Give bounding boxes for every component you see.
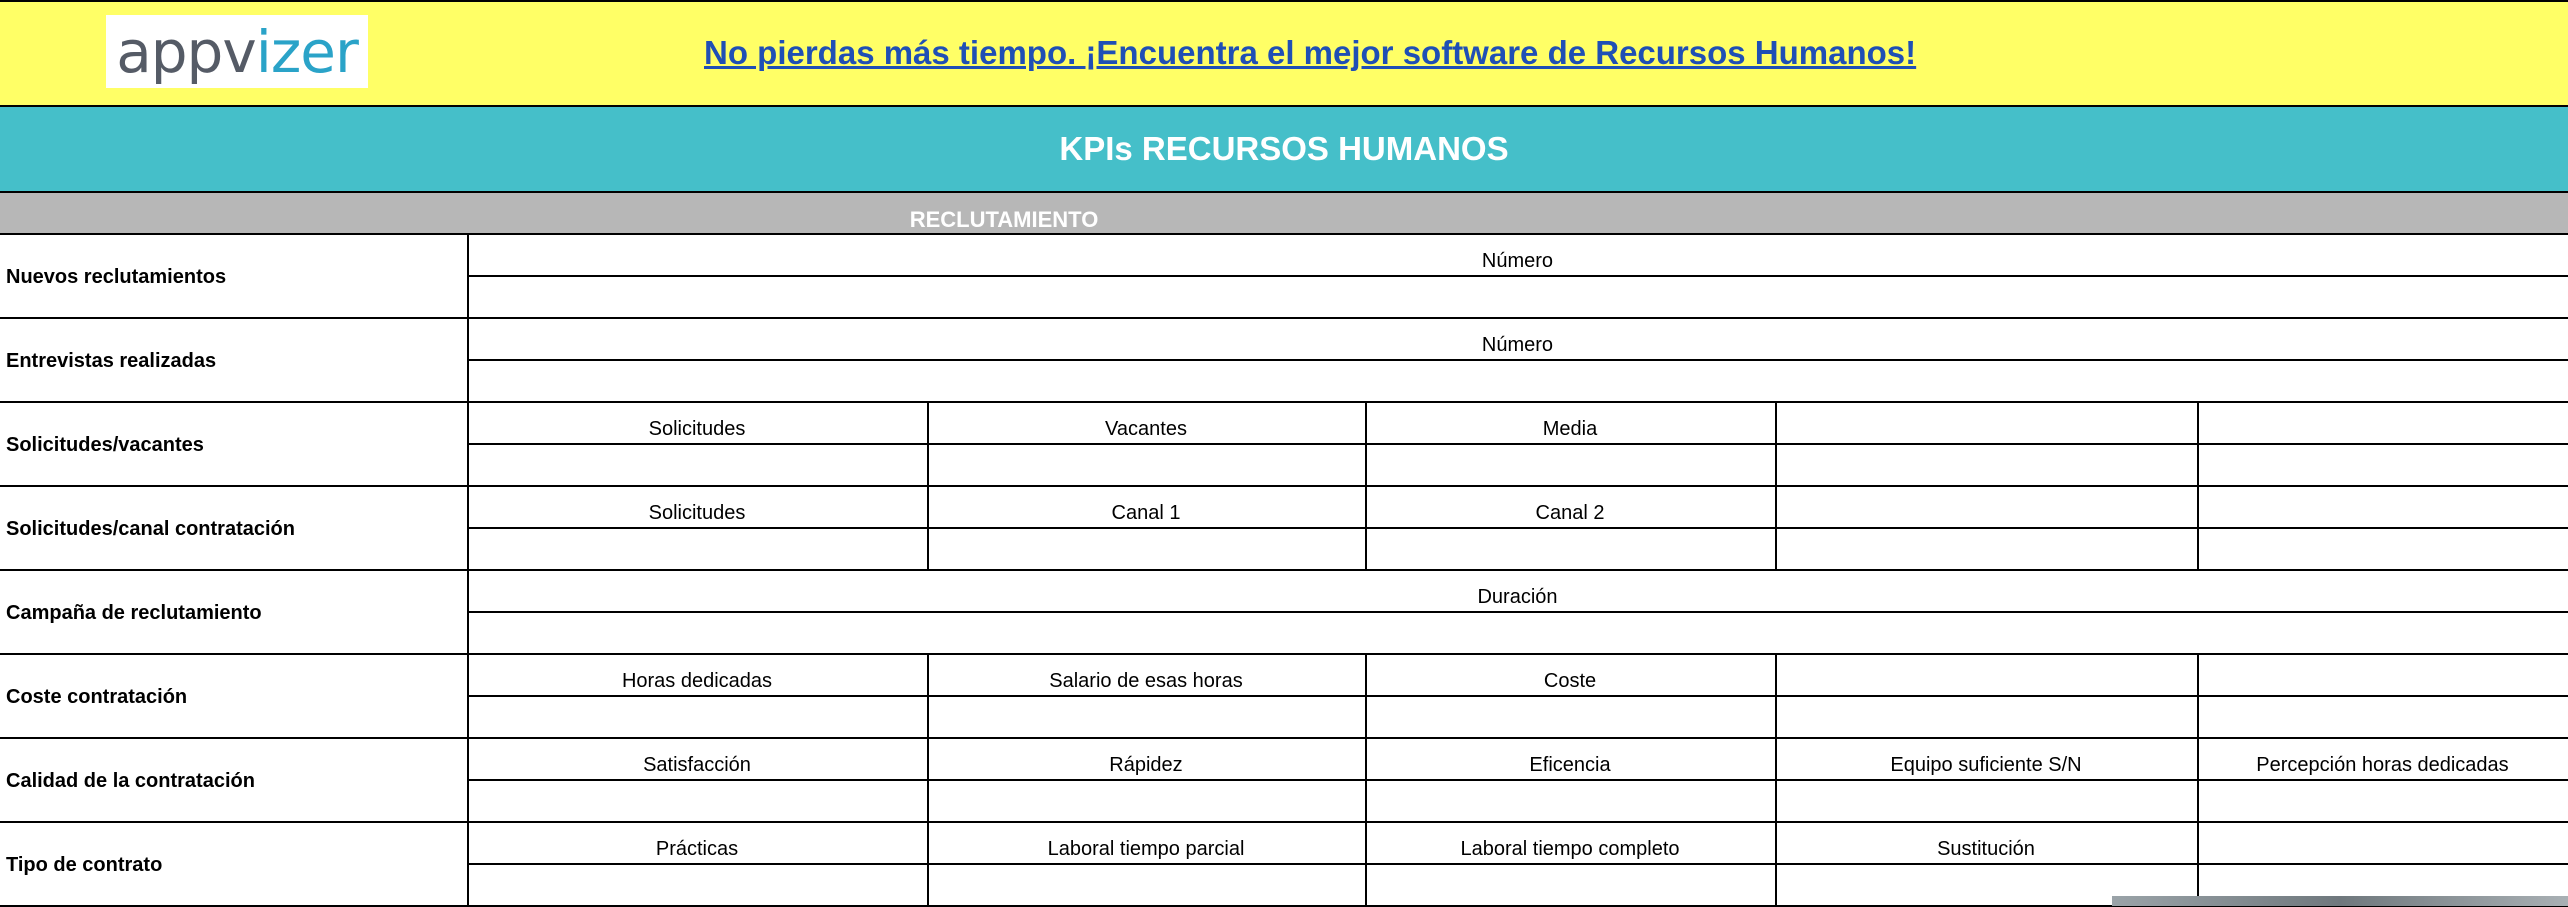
header-cell[interactable]: Solicitudes — [648, 418, 746, 440]
row-label: Solicitudes/canal contratación — [6, 517, 295, 540]
header-cell[interactable]: Prácticas — [655, 838, 739, 860]
value-cell[interactable] — [467, 529, 927, 569]
header-cell[interactable]: Eficencia — [1529, 754, 1611, 776]
row-label: Tipo de contrato — [6, 853, 163, 876]
row-label: Entrevistas realizadas — [6, 349, 217, 372]
promo-link[interactable]: No pierdas más tiempo. ¡Encuentra el mejor software de Recursos Humanos! — [704, 34, 1917, 71]
header-cell[interactable]: Equipo suficiente S/N — [1890, 754, 2082, 776]
header-cell[interactable]: Sustitución — [1937, 838, 2035, 860]
header-cell[interactable]: Canal 1 — [1111, 502, 1181, 524]
logo-text-part1: appv — [116, 17, 256, 86]
sheet-title: KPIs RECURSOS HUMANOS — [1059, 130, 1509, 167]
sheet-title-bar — [0, 107, 2568, 193]
value-cell[interactable] — [1775, 697, 2197, 737]
value-cell[interactable] — [927, 697, 1365, 737]
value-cell[interactable] — [1365, 781, 1775, 821]
value-cell[interactable] — [1775, 529, 2197, 569]
header-cell[interactable]: Número — [1481, 250, 1554, 272]
value-cell[interactable] — [467, 445, 927, 485]
value-cell[interactable] — [2197, 697, 2568, 737]
row-label: Nuevos reclutamientos — [6, 265, 227, 288]
header-cell[interactable]: Media — [1542, 418, 1598, 440]
promo-banner — [0, 0, 2568, 107]
header-cell[interactable]: Vacantes — [1105, 418, 1187, 440]
header-cell[interactable] — [2197, 655, 2568, 693]
value-cell[interactable] — [1365, 445, 1775, 485]
row-label: Coste contratación — [6, 685, 188, 708]
logo-text-part2: izer — [255, 17, 358, 86]
section-title: RECLUTAMIENTO — [909, 207, 1099, 232]
row-label: Campaña de reclutamiento — [6, 601, 262, 624]
header-cell[interactable]: Horas dedicadas — [621, 670, 773, 692]
header-cell[interactable]: Número — [1481, 334, 1554, 356]
header-cell[interactable]: Laboral tiempo parcial — [1047, 838, 1245, 860]
value-cell[interactable] — [2197, 529, 2568, 569]
embedded-image-thumbnail — [2112, 896, 2568, 906]
value-cell[interactable] — [1775, 781, 2197, 821]
value-cell[interactable] — [467, 865, 927, 905]
header-cell[interactable] — [2197, 487, 2568, 525]
value-cell[interactable] — [1365, 865, 1775, 905]
value-cell[interactable] — [927, 529, 1365, 569]
header-cell[interactable]: Salario de esas horas — [1049, 670, 1243, 692]
header-cell[interactable]: Satisfacción — [643, 754, 751, 776]
value-cell[interactable] — [2197, 781, 2568, 821]
header-cell[interactable]: Percepción horas dedicadas — [2256, 754, 2509, 776]
header-cell[interactable] — [2197, 823, 2568, 861]
row-label: Solicitudes/vacantes — [6, 433, 204, 456]
header-cell[interactable]: Solicitudes — [648, 502, 746, 524]
value-cell[interactable] — [467, 361, 2568, 401]
value-cell[interactable] — [927, 445, 1365, 485]
header-cell[interactable]: Coste — [1543, 670, 1597, 692]
value-cell[interactable] — [1365, 697, 1775, 737]
header-cell[interactable]: Canal 2 — [1535, 502, 1605, 524]
row-label: Calidad de la contratación — [6, 769, 255, 792]
value-cell[interactable] — [467, 697, 927, 737]
appvizer-logo[interactable] — [106, 15, 368, 88]
header-cell[interactable] — [1775, 403, 2197, 441]
value-cell[interactable] — [467, 277, 2568, 317]
value-cell[interactable] — [1775, 445, 2197, 485]
value-cell[interactable] — [1365, 529, 1775, 569]
header-cell[interactable] — [2197, 403, 2568, 441]
value-cell[interactable] — [2197, 445, 2568, 485]
value-cell[interactable] — [467, 613, 2568, 653]
section-header — [0, 193, 2568, 235]
header-cell[interactable]: Laboral tiempo completo — [1460, 838, 1680, 860]
header-cell[interactable] — [1775, 655, 2197, 693]
header-cell[interactable] — [1775, 487, 2197, 525]
header-cell[interactable]: Rápidez — [1109, 754, 1183, 776]
value-cell[interactable] — [927, 781, 1365, 821]
value-cell[interactable] — [927, 865, 1365, 905]
value-cell[interactable] — [467, 781, 927, 821]
header-cell[interactable]: Duración — [1477, 586, 1558, 608]
